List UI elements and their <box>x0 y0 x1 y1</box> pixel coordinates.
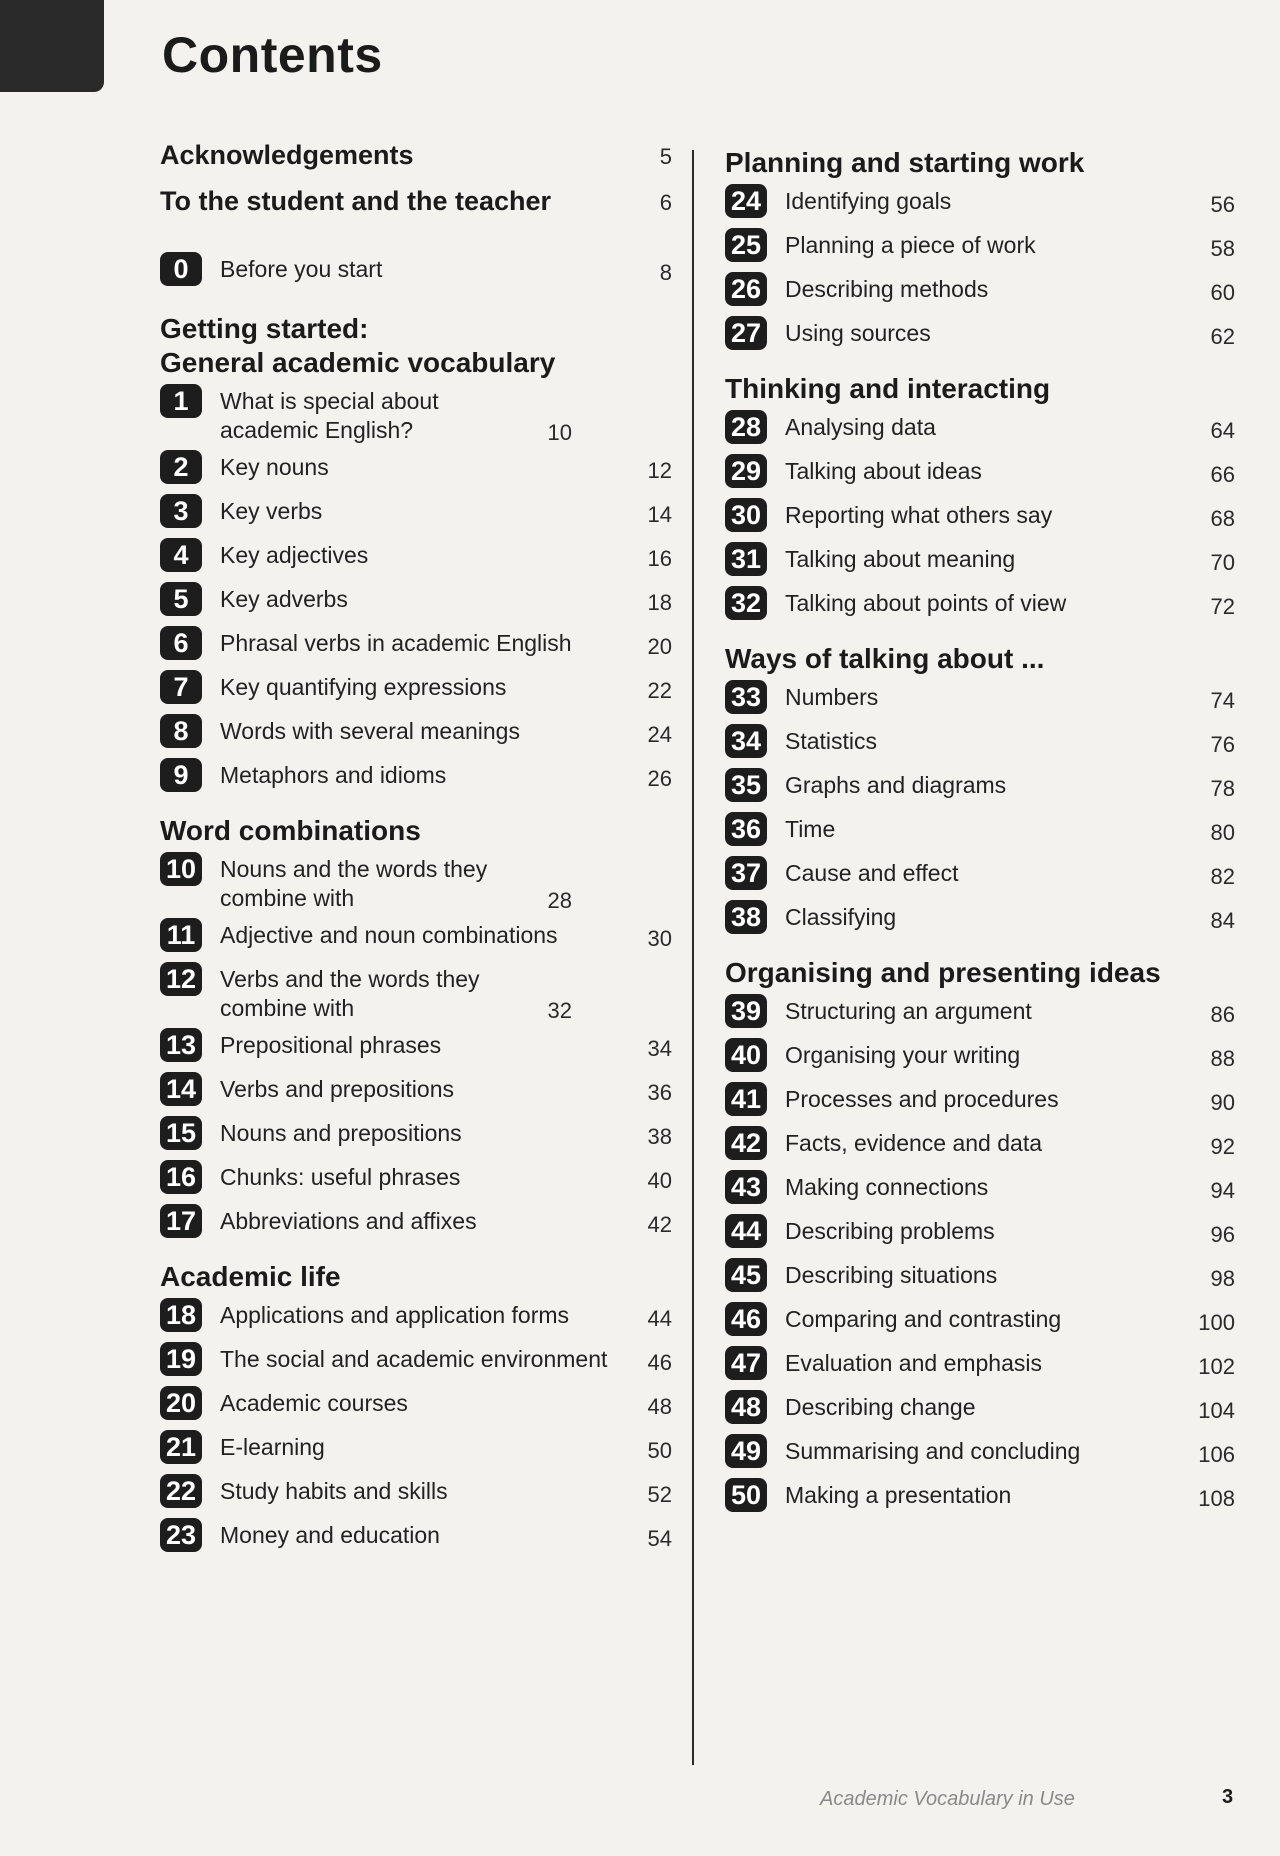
unit-number-badge: 4 <box>160 538 202 572</box>
unit-number-badge: 37 <box>725 856 767 890</box>
unit-title: Statistics <box>785 728 878 754</box>
unit-entry[interactable] <box>725 808 1235 852</box>
page-number: 86 <box>1210 1002 1235 1027</box>
unit-title: Applications and application forms <box>220 1302 570 1328</box>
unit-entry[interactable] <box>725 896 1235 940</box>
page-number: 34 <box>647 1036 672 1061</box>
unit-title: Describing problems <box>785 1218 995 1244</box>
unit-title: Analysing data <box>785 414 936 440</box>
unit-number-badge: 49 <box>725 1434 767 1468</box>
page-number: 44 <box>647 1306 672 1331</box>
contents-right-column <box>725 146 1235 1534</box>
unit-number-badge: 15 <box>160 1116 202 1150</box>
unit-title: Using sources <box>785 320 931 346</box>
unit-title: Key adjectives <box>220 542 369 568</box>
unit-entry[interactable] <box>725 990 1235 1034</box>
unit-entry[interactable] <box>725 1254 1235 1298</box>
unit-entry[interactable] <box>725 406 1235 450</box>
unit-number-badge: 40 <box>725 1038 767 1072</box>
unit-entry[interactable] <box>725 1166 1235 1210</box>
page-number: 108 <box>1198 1486 1235 1511</box>
unit-title: Study habits and skills <box>220 1478 448 1504</box>
unit-entry[interactable] <box>725 1342 1235 1386</box>
unit-entry[interactable] <box>725 582 1235 626</box>
unit-number-badge: 19 <box>160 1342 202 1376</box>
unit-entry[interactable] <box>725 1210 1235 1254</box>
page-number: 8 <box>659 260 672 285</box>
column-divider <box>692 150 694 1765</box>
unit-entry[interactable] <box>160 1068 672 1112</box>
unit-title: Verbs and prepositions <box>220 1076 454 1102</box>
page-number: 52 <box>647 1482 672 1507</box>
page-number: 28 <box>547 888 572 913</box>
page-number: 46 <box>647 1350 672 1375</box>
page-number: 88 <box>1210 1046 1235 1071</box>
unit-number-badge: 39 <box>725 994 767 1028</box>
page-number: 68 <box>1210 506 1235 531</box>
unit-title: Organising your writing <box>785 1042 1021 1068</box>
unit-title: Talking about points of view <box>785 590 1067 616</box>
unit-title: Structuring an argument <box>785 998 1032 1024</box>
page-number: 70 <box>1210 550 1235 575</box>
unit-title: Describing situations <box>785 1262 998 1288</box>
unit-entry[interactable] <box>725 1474 1235 1518</box>
unit-entry[interactable] <box>160 248 672 292</box>
page-number: 56 <box>1210 192 1235 217</box>
contents-section <box>160 814 672 1244</box>
unit-title: What is special about academic English? <box>220 388 439 443</box>
unit-number-badge: 47 <box>725 1346 767 1380</box>
unit-number-badge: 45 <box>725 1258 767 1292</box>
unit-title: Reporting what others say <box>785 502 1053 528</box>
unit-entry[interactable] <box>160 1470 672 1514</box>
unit-title: Making connections <box>785 1174 989 1200</box>
unit-title: Graphs and diagrams <box>785 772 1007 798</box>
unit-title: Planning a piece of work <box>785 232 1036 258</box>
unit-title: Nouns and prepositions <box>220 1120 462 1146</box>
page-number: 22 <box>647 678 672 703</box>
page-number: 14 <box>647 502 672 527</box>
page-number: 48 <box>647 1394 672 1419</box>
unit-entry[interactable] <box>725 1078 1235 1122</box>
page-number: 42 <box>647 1212 672 1237</box>
unit-title: Prepositional phrases <box>220 1032 442 1058</box>
page-number: 40 <box>647 1168 672 1193</box>
page-number: 72 <box>1210 594 1235 619</box>
unit-number-badge: 2 <box>160 450 202 484</box>
unit-number-badge: 18 <box>160 1298 202 1332</box>
unit-title: Describing methods <box>785 276 989 302</box>
unit-title: Before you start <box>220 256 383 282</box>
unit-entry[interactable] <box>160 1156 672 1200</box>
contents-section <box>160 312 672 798</box>
unit-entry[interactable] <box>160 534 672 578</box>
unit-number-badge: 41 <box>725 1082 767 1116</box>
page-number: 54 <box>647 1526 672 1551</box>
section-heading: Word combinations <box>160 815 421 846</box>
contents-section <box>725 956 1235 1518</box>
unit-number-badge: 31 <box>725 542 767 576</box>
unit-number-badge: 17 <box>160 1204 202 1238</box>
unit-number-badge: 13 <box>160 1028 202 1062</box>
unit-number-badge: 28 <box>725 410 767 444</box>
unit-title: Processes and procedures <box>785 1086 1059 1112</box>
page-number: 36 <box>647 1080 672 1105</box>
unit-number-badge: 21 <box>160 1430 202 1464</box>
unit-title: Academic courses <box>220 1390 408 1416</box>
unit-entry[interactable] <box>725 494 1235 538</box>
unit-title: Cause and effect <box>785 860 959 886</box>
unit-number-badge: 6 <box>160 626 202 660</box>
unit-entry[interactable] <box>160 666 672 710</box>
unit-entry[interactable] <box>160 914 672 958</box>
unit-entry[interactable] <box>725 1122 1235 1166</box>
unit-entry[interactable] <box>160 1382 672 1426</box>
unit-entry[interactable] <box>725 1298 1235 1342</box>
footer-page-number: 3 <box>1222 1786 1234 1808</box>
unit-number-badge: 3 <box>160 494 202 528</box>
page-number: 62 <box>1210 324 1235 349</box>
front-matter-label: To the student and the teacher <box>160 186 552 216</box>
page-number: 6 <box>659 190 672 215</box>
unit-title: Nouns and the words they combine with <box>220 856 488 911</box>
page-number: 24 <box>647 722 672 747</box>
contents-section <box>725 372 1235 626</box>
unit-entry[interactable] <box>160 958 672 1024</box>
unit-entry[interactable] <box>725 764 1235 808</box>
page-number: 30 <box>647 926 672 951</box>
unit-number-badge: 7 <box>160 670 202 704</box>
unit-number-badge: 38 <box>725 900 767 934</box>
unit-number-badge: 36 <box>725 812 767 846</box>
page-number: 80 <box>1210 820 1235 845</box>
unit-number-badge: 14 <box>160 1072 202 1106</box>
unit-title: Identifying goals <box>785 188 952 214</box>
page-number: 26 <box>647 766 672 791</box>
unit-entry[interactable] <box>725 676 1235 720</box>
unit-number-badge: 32 <box>725 586 767 620</box>
unit-title: Talking about meaning <box>785 546 1016 572</box>
page-number: 82 <box>1210 864 1235 889</box>
page-title: Contents <box>162 27 383 83</box>
unit-title: Money and education <box>220 1522 440 1548</box>
section-heading: Ways of talking about ... <box>725 643 1045 674</box>
unit-number-badge: 46 <box>725 1302 767 1336</box>
unit-title: Chunks: useful phrases <box>220 1164 461 1190</box>
unit-number-badge: 30 <box>725 498 767 532</box>
page-number: 106 <box>1198 1442 1235 1467</box>
unit-number-badge: 8 <box>160 714 202 748</box>
unit-title: Phrasal verbs in academic English <box>220 630 572 656</box>
page-number: 96 <box>1210 1222 1235 1247</box>
unit-entry[interactable] <box>160 1426 672 1470</box>
contents-section <box>160 1260 672 1558</box>
unit-title: Verbs and the words they combine with <box>220 966 480 1021</box>
front-matter-item[interactable] <box>160 182 672 228</box>
unit-entry[interactable] <box>160 1514 672 1558</box>
unit-title: Comparing and contrasting <box>785 1306 1062 1332</box>
contents-left-column <box>160 136 672 1574</box>
unit-number-badge: 43 <box>725 1170 767 1204</box>
unit-entry[interactable] <box>725 450 1235 494</box>
unit-number-badge: 23 <box>160 1518 202 1552</box>
unit-entry[interactable] <box>160 446 672 490</box>
unit-title: Words with several meanings <box>220 718 520 744</box>
page-number: 60 <box>1210 280 1235 305</box>
page-number: 100 <box>1198 1310 1235 1335</box>
unit-number-badge: 16 <box>160 1160 202 1194</box>
unit-number-badge: 33 <box>725 680 767 714</box>
footer-book-title: Academic Vocabulary in Use <box>820 1788 1075 1810</box>
unit-entry[interactable] <box>725 538 1235 582</box>
unit-number-badge: 11 <box>160 918 202 952</box>
section-heading: Academic life <box>160 1261 341 1292</box>
unit-entry[interactable] <box>160 380 672 446</box>
page-number: 76 <box>1210 732 1235 757</box>
page-number: 12 <box>647 458 672 483</box>
unit-title: Classifying <box>785 904 897 930</box>
unit-entry[interactable] <box>725 180 1235 224</box>
page-number: 38 <box>647 1124 672 1149</box>
page-number: 32 <box>547 998 572 1023</box>
unit-entry[interactable] <box>160 578 672 622</box>
unit-title: Summarising and concluding <box>785 1438 1081 1464</box>
unit-entry[interactable] <box>160 848 672 914</box>
unit-title: Key adverbs <box>220 586 348 612</box>
unit-number-badge: 24 <box>725 184 767 218</box>
chapter-tab <box>0 0 104 92</box>
unit-number-badge: 44 <box>725 1214 767 1248</box>
page-number: 90 <box>1210 1090 1235 1115</box>
page-number: 18 <box>647 590 672 615</box>
unit-entry[interactable] <box>725 720 1235 764</box>
unit-title: Numbers <box>785 684 879 710</box>
page-number: 16 <box>647 546 672 571</box>
unit-number-badge: 35 <box>725 768 767 802</box>
section-heading: Planning and starting work <box>725 147 1085 178</box>
page-number: 64 <box>1210 418 1235 443</box>
page-number: 58 <box>1210 236 1235 261</box>
unit-entry[interactable] <box>725 312 1235 356</box>
page-number: 92 <box>1210 1134 1235 1159</box>
page-number: 20 <box>647 634 672 659</box>
page-number: 10 <box>547 420 572 445</box>
section-heading: Thinking and interacting <box>725 373 1051 404</box>
contents-section <box>725 642 1235 940</box>
page-number: 102 <box>1198 1354 1235 1379</box>
unit-title: Abbreviations and affixes <box>220 1208 477 1234</box>
unit-title: Key quantifying expressions <box>220 674 507 700</box>
unit-title: Key nouns <box>220 454 329 480</box>
page-number: 50 <box>647 1438 672 1463</box>
unit-entry[interactable] <box>160 754 672 798</box>
unit-title: Time <box>785 816 836 842</box>
unit-title: Metaphors and idioms <box>220 762 447 788</box>
page-number: 94 <box>1210 1178 1235 1203</box>
unit-entry[interactable] <box>160 1338 672 1382</box>
unit-number-badge: 34 <box>725 724 767 758</box>
unit-entry[interactable] <box>160 1200 672 1244</box>
unit-number-badge: 10 <box>160 852 202 886</box>
unit-number-badge: 25 <box>725 228 767 262</box>
unit-number-badge: 5 <box>160 582 202 616</box>
unit-entry[interactable] <box>160 1024 672 1068</box>
unit-entry[interactable] <box>160 1112 672 1156</box>
unit-title: Making a presentation <box>785 1482 1012 1508</box>
page-number: 84 <box>1210 908 1235 933</box>
page-number: 78 <box>1210 776 1235 801</box>
unit-number-badge: 48 <box>725 1390 767 1424</box>
front-matter-item[interactable] <box>160 136 672 182</box>
unit-entry[interactable] <box>160 710 672 754</box>
unit-entry[interactable] <box>725 268 1235 312</box>
section-subheading: General academic vocabulary <box>160 347 556 378</box>
unit-number-badge: 42 <box>725 1126 767 1160</box>
unit-number-badge: 29 <box>725 454 767 488</box>
unit-entry[interactable] <box>160 622 672 666</box>
unit-entry[interactable] <box>160 490 672 534</box>
unit-number-badge: 9 <box>160 758 202 792</box>
unit-title: Evaluation and emphasis <box>785 1350 1042 1376</box>
unit-entry[interactable] <box>725 1386 1235 1430</box>
section-heading: Organising and presenting ideas <box>725 957 1161 988</box>
unit-entry[interactable] <box>725 852 1235 896</box>
section-heading: Getting started: <box>160 313 369 344</box>
unit-number-badge: 26 <box>725 272 767 306</box>
unit-number-badge: 50 <box>725 1478 767 1512</box>
front-matter-label: Acknowledgements <box>160 140 414 170</box>
contents-section <box>725 146 1235 356</box>
unit-title: E-learning <box>220 1434 325 1460</box>
unit-title: Describing change <box>785 1394 976 1420</box>
unit-title: Key verbs <box>220 498 323 524</box>
page-number: 98 <box>1210 1266 1235 1291</box>
unit-entry[interactable] <box>725 1430 1235 1474</box>
page-number: 74 <box>1210 688 1235 713</box>
unit-number-badge: 27 <box>725 316 767 350</box>
unit-number-badge: 1 <box>160 384 202 418</box>
unit-number-badge: 22 <box>160 1474 202 1508</box>
unit-number-badge: 0 <box>160 252 202 286</box>
unit-title: Facts, evidence and data <box>785 1130 1042 1156</box>
unit-number-badge: 12 <box>160 962 202 996</box>
unit-title: Adjective and noun combinations <box>220 922 558 948</box>
page-number: 66 <box>1210 462 1235 487</box>
page-number: 104 <box>1198 1398 1235 1423</box>
unit-title: The social and academic environment <box>220 1346 608 1372</box>
unit-entry[interactable] <box>725 1034 1235 1078</box>
unit-title: Talking about ideas <box>785 458 982 484</box>
unit-entry[interactable] <box>160 1294 672 1338</box>
unit-entry[interactable] <box>725 224 1235 268</box>
unit-number-badge: 20 <box>160 1386 202 1420</box>
page-number: 5 <box>659 144 672 169</box>
